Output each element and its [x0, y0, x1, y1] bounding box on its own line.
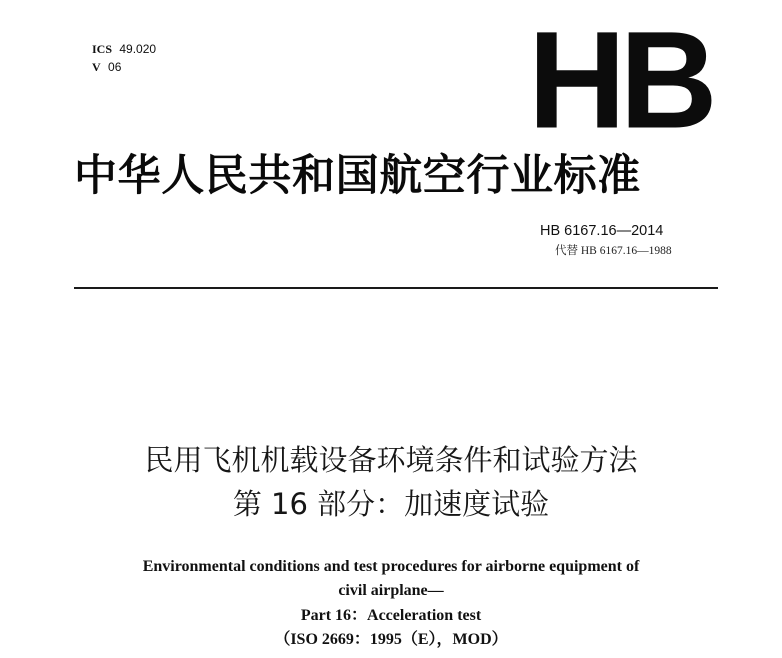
ics-label: ICS: [92, 42, 113, 56]
english-title-line-2: civil airplane—: [338, 582, 444, 599]
standard-number: HB 6167.16—2014: [540, 223, 664, 239]
chinese-title-line-1: 民用飞机机载设备环境条件和试验方法: [144, 443, 638, 477]
english-title-line-1: Environmental conditions and test procedures for airborne equipment of: [142, 558, 640, 575]
replaces-standard: 代替 HB 6167.16—1988: [555, 245, 672, 257]
chinese-title-line-2: 第 16 部分：加速度试验: [232, 487, 550, 521]
ics-value: 49.020: [119, 42, 157, 56]
english-title-line-3: Part 16：Acceleration test: [300, 607, 482, 624]
ccs-code: [92, 58, 156, 76]
header-divider: [74, 287, 718, 289]
ics-code: [92, 40, 156, 58]
standard-category-title: 中华人民共和国航空行业标准: [74, 151, 641, 201]
english-title-line-4: （ISO 2669：1995（E），MOD）: [274, 631, 508, 648]
hb-logo: HB: [528, 3, 712, 158]
classification-codes: [92, 40, 156, 76]
ccs-label: V: [92, 60, 101, 74]
ccs-value: 06: [108, 60, 122, 74]
